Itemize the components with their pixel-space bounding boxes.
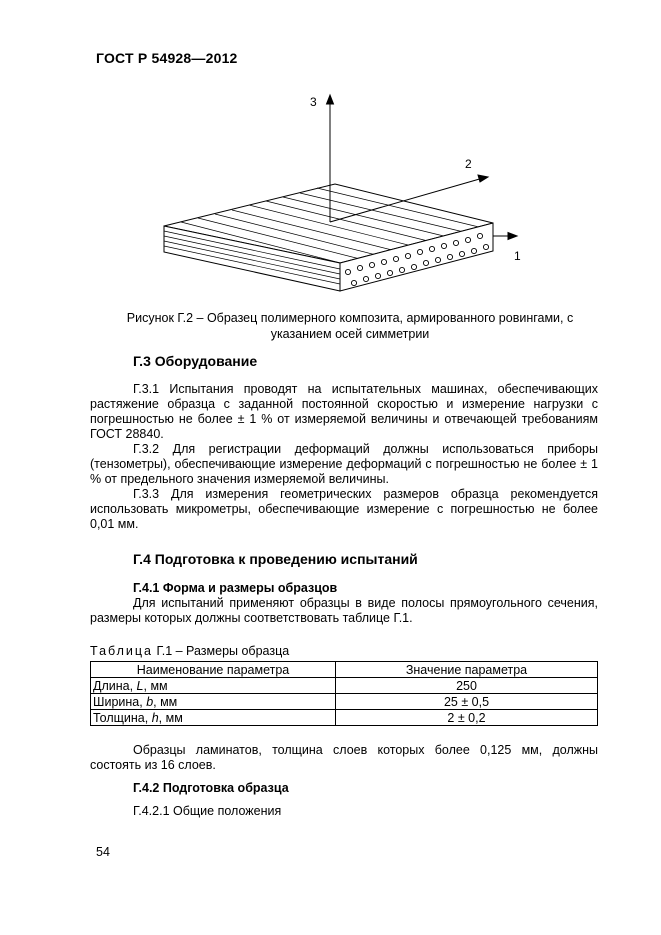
subsection-g41-title: Г.4.1 Форма и размеры образцов — [133, 581, 338, 595]
row-value: 250 — [336, 678, 598, 694]
table-row — [91, 694, 598, 710]
specimen-dimensions-table — [90, 661, 598, 726]
row-name: Толщина, h, мм — [91, 710, 336, 726]
table-caption — [90, 644, 289, 658]
paragraph-g3-1: Г.3.1 Испытания проводят на испытательных машинах, обеспечивающих растяжение образца с заданной постоянной скоростью и измерение нагрузки с погрешностью не более ± 1 % от измеряемой величины и отвечающей требованиям ГОСТ 28840. — [90, 382, 598, 441]
caption-line-2: указанием осей симметрии — [270, 327, 430, 341]
subsection-g41-body — [90, 596, 598, 626]
axis-1-label: 1 — [514, 249, 521, 263]
page-number: 54 — [96, 845, 110, 859]
composite-specimen-figure — [150, 86, 530, 311]
caption-line-1: Рисунок Г.2 – Образец полимерного композита, армированного ровингами, с — [126, 311, 574, 325]
row-value: 25 ± 0,5 — [336, 694, 598, 710]
paragraph-g3-2: Г.3.2 Для регистрации деформаций должны использоваться приборы (тензометры), обеспечивающие измерение деформаций с погрешностью не более ± 1 % от предельного значения измеряемой величины. — [90, 442, 598, 486]
header-parameter-value: Значение параметра — [336, 662, 598, 678]
paragraph-after-table: Образцы ламинатов, толщина слоев которых более 0,125 мм, должны состоять из 16 слоев. — [90, 743, 598, 772]
table-header-row — [91, 662, 598, 678]
table-caption-text: Г.1 – Размеры образца — [153, 644, 290, 658]
table-row — [91, 678, 598, 694]
table-row — [91, 710, 598, 726]
row-name: Ширина, b, мм — [91, 694, 336, 710]
axis-3-label: 3 — [310, 95, 317, 109]
document-header: ГОСТ Р 54928—2012 — [96, 50, 238, 66]
figure-caption — [90, 310, 610, 342]
section-g4-title: Г.4 Подготовка к проведению испытаний — [133, 551, 418, 567]
section-g3-title: Г.3 Оборудование — [133, 353, 258, 369]
paragraph-g41: Для испытаний применяют образцы в виде полосы прямоугольного сечения, размеры которых должны соответствовать таблице Г.1. — [90, 596, 598, 625]
table-caption-word: Таблица — [90, 644, 154, 658]
axis-2-label: 2 — [465, 157, 472, 171]
section-g3-body — [90, 382, 598, 532]
header-parameter-name: Наименование параметра — [91, 662, 336, 678]
paragraph-g3-3: Г.3.3 Для измерения геометрических размеров образца рекомендуется использовать микрометры, обеспечивающие измерение с погрешностью не более 0,01 мм. — [90, 487, 598, 531]
row-name: Длина, L, мм — [91, 678, 336, 694]
subsection-g421-title: Г.4.2.1 Общие положения — [133, 804, 282, 818]
subsection-g42-title: Г.4.2 Подготовка образца — [133, 781, 289, 795]
after-table-body — [90, 743, 598, 773]
row-value: 2 ± 0,2 — [336, 710, 598, 726]
